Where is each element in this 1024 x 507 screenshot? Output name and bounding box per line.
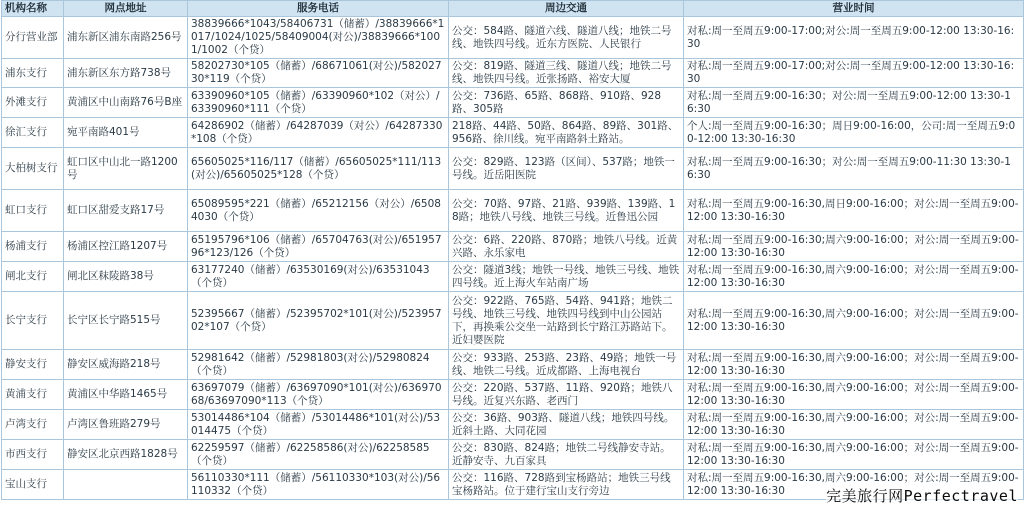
table-row [2, 440, 1024, 470]
branch-hours: 对私:周一至周五9:00-16:30,周六9:00-16:00；对公:周一至周五9:00-12:00 13:30-16:30 [684, 380, 1024, 410]
branch-phone: 53014486*104（储蓄）/53014486*101(对公)/53014475（个贷） [188, 410, 449, 440]
table-row [2, 88, 1024, 118]
branch-address: 虹口区中山北一路1200号 [64, 148, 188, 190]
branch-hours: 对私:周一至周五9:00-16:30,周六9:00-16:00；对公:周一至周五9:00-12:00 13:30-16:30 [684, 292, 1024, 350]
branch-phone: 56110330*111（储蓄）/56110330*103(对公)/56110332（个贷） [188, 470, 449, 500]
branch-hours: 对私:周一至周五9:00-16:30,周六9:00-16:00；对公:周一至周五9:00-12:00 13:30-16:30 [684, 410, 1024, 440]
branch-name: 分行营业部 [2, 17, 64, 59]
branch-name: 杨浦支行 [2, 232, 64, 262]
branch-name: 宝山支行 [2, 470, 64, 500]
branch-address: 浦东新区东方路738号 [64, 59, 188, 88]
branch-table [1, 0, 1024, 500]
branch-phone: 65195796*106（储蓄）/65704763(对公)/65195796*123/126（个贷） [188, 232, 449, 262]
branch-address: 宛平南路401号 [64, 118, 188, 148]
branch-transport: 公交：70路、97路、21路、939路、139路、18路；地铁八号线、地铁三号线。近鲁迅公园 [449, 190, 684, 232]
branch-name: 大柏树支行 [2, 148, 64, 190]
branch-name: 卢湾支行 [2, 410, 64, 440]
branch-hours: 对私:周一至周五9:00-16:30,周六9:00-16:00；对公:周一至周五9:00-12:00 13:30-16:30 [684, 350, 1024, 380]
branch-transport: 公交：220路、537路、11路、920路；地铁八号线。近复兴东路、老西门 [449, 380, 684, 410]
branch-address: 虹口区甜爱支路17号 [64, 190, 188, 232]
branch-address: 黄浦区中华路1465号 [64, 380, 188, 410]
branch-hours: 对私:周一至周五9:00-16:30,周六9:00-16:00；对公:周一至周五9:00-12:00 13:30-16:30 [684, 440, 1024, 470]
branch-hours: 对私:周一至周五9:00-16:30,周六9:00-16:00；对公:周一至周五9:00-12:00 13:30-16:30 [684, 470, 1024, 500]
branch-phone: 62259597（储蓄）/62258586(对公)/62258585（个贷） [188, 440, 449, 470]
table-row [2, 190, 1024, 232]
table-row [2, 262, 1024, 292]
watermark: 完美旅行网Perfectravel [826, 487, 1018, 505]
branch-transport: 公交：829路、123路（区间）、537路；地铁一号线。近岳阳医院 [449, 148, 684, 190]
column-header-name: 机构名称 [2, 1, 64, 17]
branch-hours: 对私:周一至周五9:00-16:30,周六9:00-16:00；对公:周一至周五9:00-12:00 13:30-16:30 [684, 262, 1024, 292]
branch-transport: 公交：830路、824路；地铁二号线静安寺站。近静安寺、九百家具 [449, 440, 684, 470]
branch-phone: 58202730*105（储蓄）/68671061(对公)/58202730*119（个贷） [188, 59, 449, 88]
table-row [2, 59, 1024, 88]
table-row [2, 380, 1024, 410]
branch-address: 长宁区长宁路515号 [64, 292, 188, 350]
branch-address: 卢湾区鲁班路279号 [64, 410, 188, 440]
branch-name: 外滩支行 [2, 88, 64, 118]
branch-phone: 63697079（储蓄）/63697090*101(对公)/63697068/63697090*113（个贷） [188, 380, 449, 410]
branch-transport: 公交：922路、765路、54路、941路；地铁二号线、地铁三号线、地铁四号线到中山公园站下，再换乘公交坐一站路到长宁路江苏路站下。近妇婴医院 [449, 292, 684, 350]
branch-phone: 65089595*221（储蓄）/65212156（对公）/65084030（个贷） [188, 190, 449, 232]
branch-phone: 64286902（储蓄）/64287039（对公）/64287330*108（个贷） [188, 118, 449, 148]
branch-address: 黄浦区中山南路76号B座 [64, 88, 188, 118]
branch-transport: 公交：隧道3线；地铁一号线、地铁三号线、地铁四号线。近上海火车站南广场 [449, 262, 684, 292]
branch-address: 浦东新区浦东南路256号 [64, 17, 188, 59]
branch-address: 杨浦区控江路1207号 [64, 232, 188, 262]
branch-transport: 218路、44路、50路、864路、89路、301路、956路、徐川线。宛平南路斜土路站。 [449, 118, 684, 148]
table-row [2, 118, 1024, 148]
branch-name: 闸北支行 [2, 262, 64, 292]
branch-name: 徐汇支行 [2, 118, 64, 148]
table-row [2, 350, 1024, 380]
branch-hours: 对私:周一至周五9:00-16:30；对公:周一至周五9:00-12:00 13:30-16:30 [684, 88, 1024, 118]
table-row [2, 148, 1024, 190]
branch-transport: 公交：116路、728路到宝杨路站；地铁三号线宝杨路站。位于建行宝山支行旁边 [449, 470, 684, 500]
branch-hours: 对私:周一至周五9:00-17:00;对公:周一至周五9:00-12:00 13:30-16:30 [684, 59, 1024, 88]
branch-phone: 52395667（储蓄）/52395702*101(对公)/52395702*107（个贷） [188, 292, 449, 350]
branch-hours: 个人:周一至周五9:00-16:30；周日9:00-16:00，公司:周一至周五9:00-12:00 13:30-16:30 [684, 118, 1024, 148]
column-header-address: 网点地址 [64, 1, 188, 17]
branch-hours: 对私:周一至周五9:00-16:30；对公:周一至周五9:00-11:30 13:30-16:30 [684, 148, 1024, 190]
branch-hours: 对私:周一至周五9:00-16:30;周六9:00-16:00；对公:周一至周五9:00-12:00 13:30-16:30 [684, 232, 1024, 262]
table-row [2, 292, 1024, 350]
column-header-hours: 营业时间 [684, 1, 1024, 17]
branch-hours: 对私:周一至周五9:00-16:30,周日9:00-16:00；对公:周一至周五9:00-12:00 13:30-16:30 [684, 190, 1024, 232]
branch-address: 闸北区秣陵路38号 [64, 262, 188, 292]
branch-name: 静安支行 [2, 350, 64, 380]
branch-address [64, 470, 188, 500]
column-header-phone: 服务电话 [188, 1, 449, 17]
branch-name: 浦东支行 [2, 59, 64, 88]
branch-phone: 52981642（储蓄）/52981803(对公)/52980824（个贷） [188, 350, 449, 380]
branch-phone: 65605025*116/117（储蓄）/65605025*111/113(对公)/65605025*128（个贷） [188, 148, 449, 190]
branch-phone: 63390960*105（储蓄）/63390960*102（对公）/63390960*111（个贷） [188, 88, 449, 118]
table-header-row [2, 1, 1024, 17]
branch-name: 市西支行 [2, 440, 64, 470]
table-row [2, 410, 1024, 440]
branch-transport: 公交：6路、220路、870路；地铁八号线。近黄兴路、永乐家电 [449, 232, 684, 262]
branch-phone: 63177240（储蓄）/63530169(对公)/63531043（个贷） [188, 262, 449, 292]
branch-address: 静安区北京西路1828号 [64, 440, 188, 470]
branch-transport: 公交：584路、隧道六线、隧道八线；地铁二号线、地铁四号线。近东方医院、人民银行 [449, 17, 684, 59]
branch-transport: 公交：736路、65路、868路、910路、928路、305路 [449, 88, 684, 118]
branch-phone: 38839666*1043/58406731（储蓄）/38839666*1017/1024/1025/58409004(对公)/38839666*1001/1002（个贷） [188, 17, 449, 59]
branch-address: 静安区威海路218号 [64, 350, 188, 380]
branch-name: 长宁支行 [2, 292, 64, 350]
branch-transport: 公交：819路、隧道三线、隧道八线；地铁二号线、地铁四号线。近张扬路、裕安大厦 [449, 59, 684, 88]
branch-name: 虹口支行 [2, 190, 64, 232]
branch-transport: 公交：933路、253路、23路、49路；地铁一号线、地铁二号线。近成都路、上海电视台 [449, 350, 684, 380]
column-header-transport: 周边交通 [449, 1, 684, 17]
table-row [2, 232, 1024, 262]
branch-name: 黄浦支行 [2, 380, 64, 410]
branch-hours: 对私:周一至周五9:00-17:00;对公:周一至周五9:00-12:00 13:30-16:30 [684, 17, 1024, 59]
table-row [2, 17, 1024, 59]
branch-transport: 公交：36路、903路、隧道八线；地铁四号线。近斜土路、大同花园 [449, 410, 684, 440]
